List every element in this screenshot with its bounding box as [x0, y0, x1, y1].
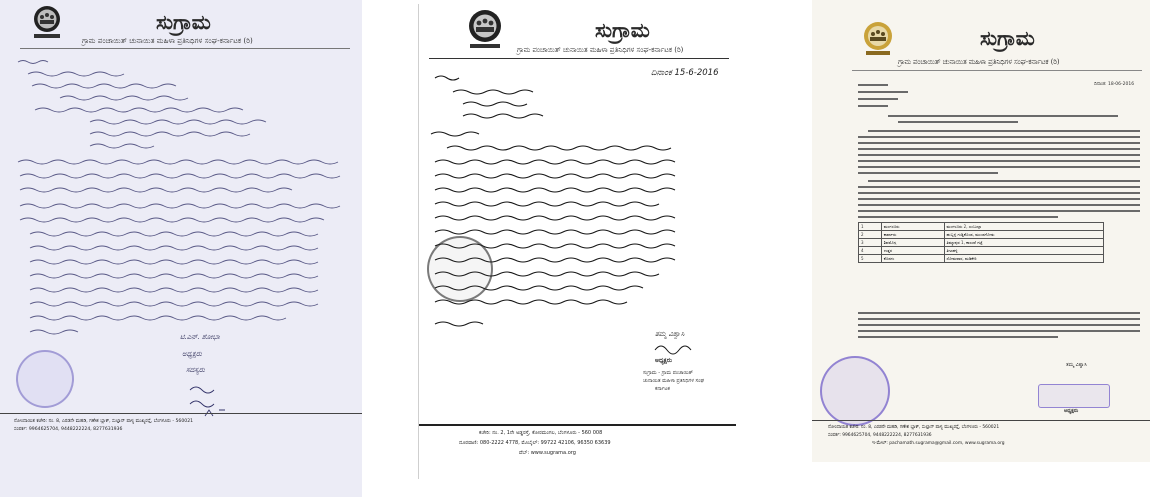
purple-seal-stamp-icon	[16, 350, 74, 408]
org-subtitle: ಗ್ರಾಮ ಪಂಚಾಯಿತ್ ಚುನಾಯಿತ ಮಹಿಳಾ ಪ್ರತಿನಿಧಿಗಳ ಸಂಘ-ಕರ್ನಾಟಕ (ರಿ)	[517, 46, 684, 54]
footer-email: ಇ-ಮೇಲ್: pachamath.sugrama@gmail.com, www.sugrama.org	[872, 441, 1005, 446]
letter-1	[0, 0, 362, 497]
footer-address: ನೋಂದಾಯಿತ ಕಚೇರಿ: ನಂ. 8, ಎರಡನೇ ಮಹಡಿ, ಗಣೇಶ ಬ್ಲಾಕ್, ಸುಲ್ತಾನ್ ಪಾಳ್ಯ ಮುಖ್ಯರಸ್ತೆ, ಬೆಂಗಳೂರು - 560021	[14, 419, 194, 424]
footer-divider	[0, 413, 362, 414]
typed-body-text	[858, 84, 1142, 300]
letter-date: ದಿನಾಂಕ 15-6-2016	[651, 68, 719, 78]
signature-line-role: ಸದಸ್ಯರು	[186, 366, 205, 374]
signature-line-title: ಅಧ್ಯಕ್ಷರು	[182, 350, 202, 358]
sugrama-logo-icon	[30, 4, 64, 40]
footer-phone: ದೂರವಾಣಿ: 080-2222 4778, ಮೊಬೈಲ್: 99722 42106, 96350 63639	[459, 440, 611, 446]
header-divider	[20, 48, 350, 49]
signature-scribble	[651, 340, 711, 356]
header-divider	[429, 58, 729, 59]
brand-name: ಸುಗ್ರಾಮ	[980, 26, 1035, 50]
footer-divider	[419, 424, 736, 426]
letter-date: ದಿನಾಂಕ: 18-06-2016	[1094, 82, 1135, 87]
round-seal-stamp-icon	[427, 236, 493, 302]
letter-2	[418, 4, 736, 479]
org-subtitle: ಗ್ರಾಮ ಪಂಚಾಯಿತ್ ಚುನಾಯಿತ ಮಹಿಳಾ ಪ್ರತಿನಿಧಿಗಳ ಸಂಘ-ಕರ್ನಾಟಕ (ರಿ)	[82, 36, 253, 45]
table-row: 2 ಕಾರ್ವಾರು ಹುಬ್ಬಳ್ಳಿ ಗುಡ್ಡಿಕೊಂಡ, ಮುಂಡಗೋಡು	[859, 231, 1104, 239]
footer-web: ವೆಬ್: www.sugrama.org	[519, 450, 576, 456]
district-table	[858, 222, 1104, 263]
signature-org-2: ಚುನಾಯಿತ ಮಹಿಳಾ ಪ್ರತಿನಿಧಿಗಳ ಸಂಘ	[643, 378, 705, 384]
signature-closing: ತಮ್ಮ ವಿಶ್ವಾಸಿ	[1066, 362, 1087, 368]
footer-contact: ಸಂಪರ್ಕ: 9964625704, 9448222224, 8277631936	[828, 433, 932, 438]
letter-3	[812, 0, 1150, 462]
handwritten-body	[10, 54, 355, 354]
sugrama-logo-icon	[860, 20, 896, 56]
brand-name: ಸುಗ್ರಾಮ	[156, 10, 211, 34]
table-row: 4 ಉತ್ತರ ತೀಟಹಳ್ಳಿ	[859, 247, 1104, 255]
signature-closing: ತಮ್ಮ ವಿಶ್ವಾಸಿ	[655, 330, 685, 338]
footer-divider	[812, 420, 1150, 421]
header-divider	[852, 70, 1142, 71]
typed-closing-text	[858, 312, 1142, 348]
footer-contact: ಸಂಪರ್ಕ: 9964625704, 9448222224, 8277631936	[14, 427, 123, 432]
table-row: 5 ಕೊಡಗು ಸೋಮವಾರ, ಮಡಿಕೇರಿ	[859, 255, 1104, 263]
signature-line-name: ಟಿ.ಎನ್. ಶೋಭಾ	[180, 333, 220, 341]
signature-org-3: ಕರ್ನಾಟಕ	[655, 386, 670, 392]
table-row: 3 ಶಿವಮೊಗ್ಗ ತಿಮ್ಮಾಪುರ 1, ಕಾಲುವೆ ಗಟ್ಟೆ	[859, 239, 1104, 247]
signature-scribble	[185, 380, 245, 420]
signature-org-1: ಸುಗ್ರಾಮ - ಗ್ರಾಮ ಪಂಚಾಯಿತ್	[643, 370, 693, 376]
footer-address: ನೋಂದಾಯಿತ ಕಚೇರಿ: ನಂ. 8, ಎರಡನೇ ಮಹಡಿ, ಗಣೇಶ ಬ್ಲಾಕ್, ಸುಲ್ತಾನ್ ಪಾಳ್ಯ ಮುಖ್ಯರಸ್ತೆ, ಬೆಂಗಳೂರು - 560021	[828, 425, 1000, 430]
table-row: 1 ಮಂಗಳೂರು ಮಂಗಳೂರು 2, ಎಂಬುಲ್ಸಾ	[859, 223, 1104, 231]
signature-title: ಅಧ್ಯಕ್ಷರು	[655, 357, 672, 364]
sugrama-logo-icon	[465, 8, 505, 50]
brand-name: ಸುಗ್ರಾಮ	[595, 18, 650, 42]
footer-address: ಕಚೇರಿ: ನಂ. 2, 1ನೇ ಅಡ್ಡರಸ್ತೆ, ಕೋರಮಂಗಲ, ಬೆಂಗಳೂರು - 560 008	[479, 430, 603, 436]
purple-office-stamp-icon	[1038, 384, 1110, 408]
signature-title: ಅಧ್ಯಕ್ಷರು	[1064, 408, 1079, 414]
purple-seal-stamp-icon	[820, 356, 890, 426]
org-subtitle: ಗ್ರಾಮ ಪಂಚಾಯಿತ್ ಚುನಾಯಿತ ಮಹಿಳಾ ಪ್ರತಿನಿಧಿಗಳ ಸಂಘ-ಕರ್ನಾಟಕ (ರಿ)	[898, 58, 1060, 66]
